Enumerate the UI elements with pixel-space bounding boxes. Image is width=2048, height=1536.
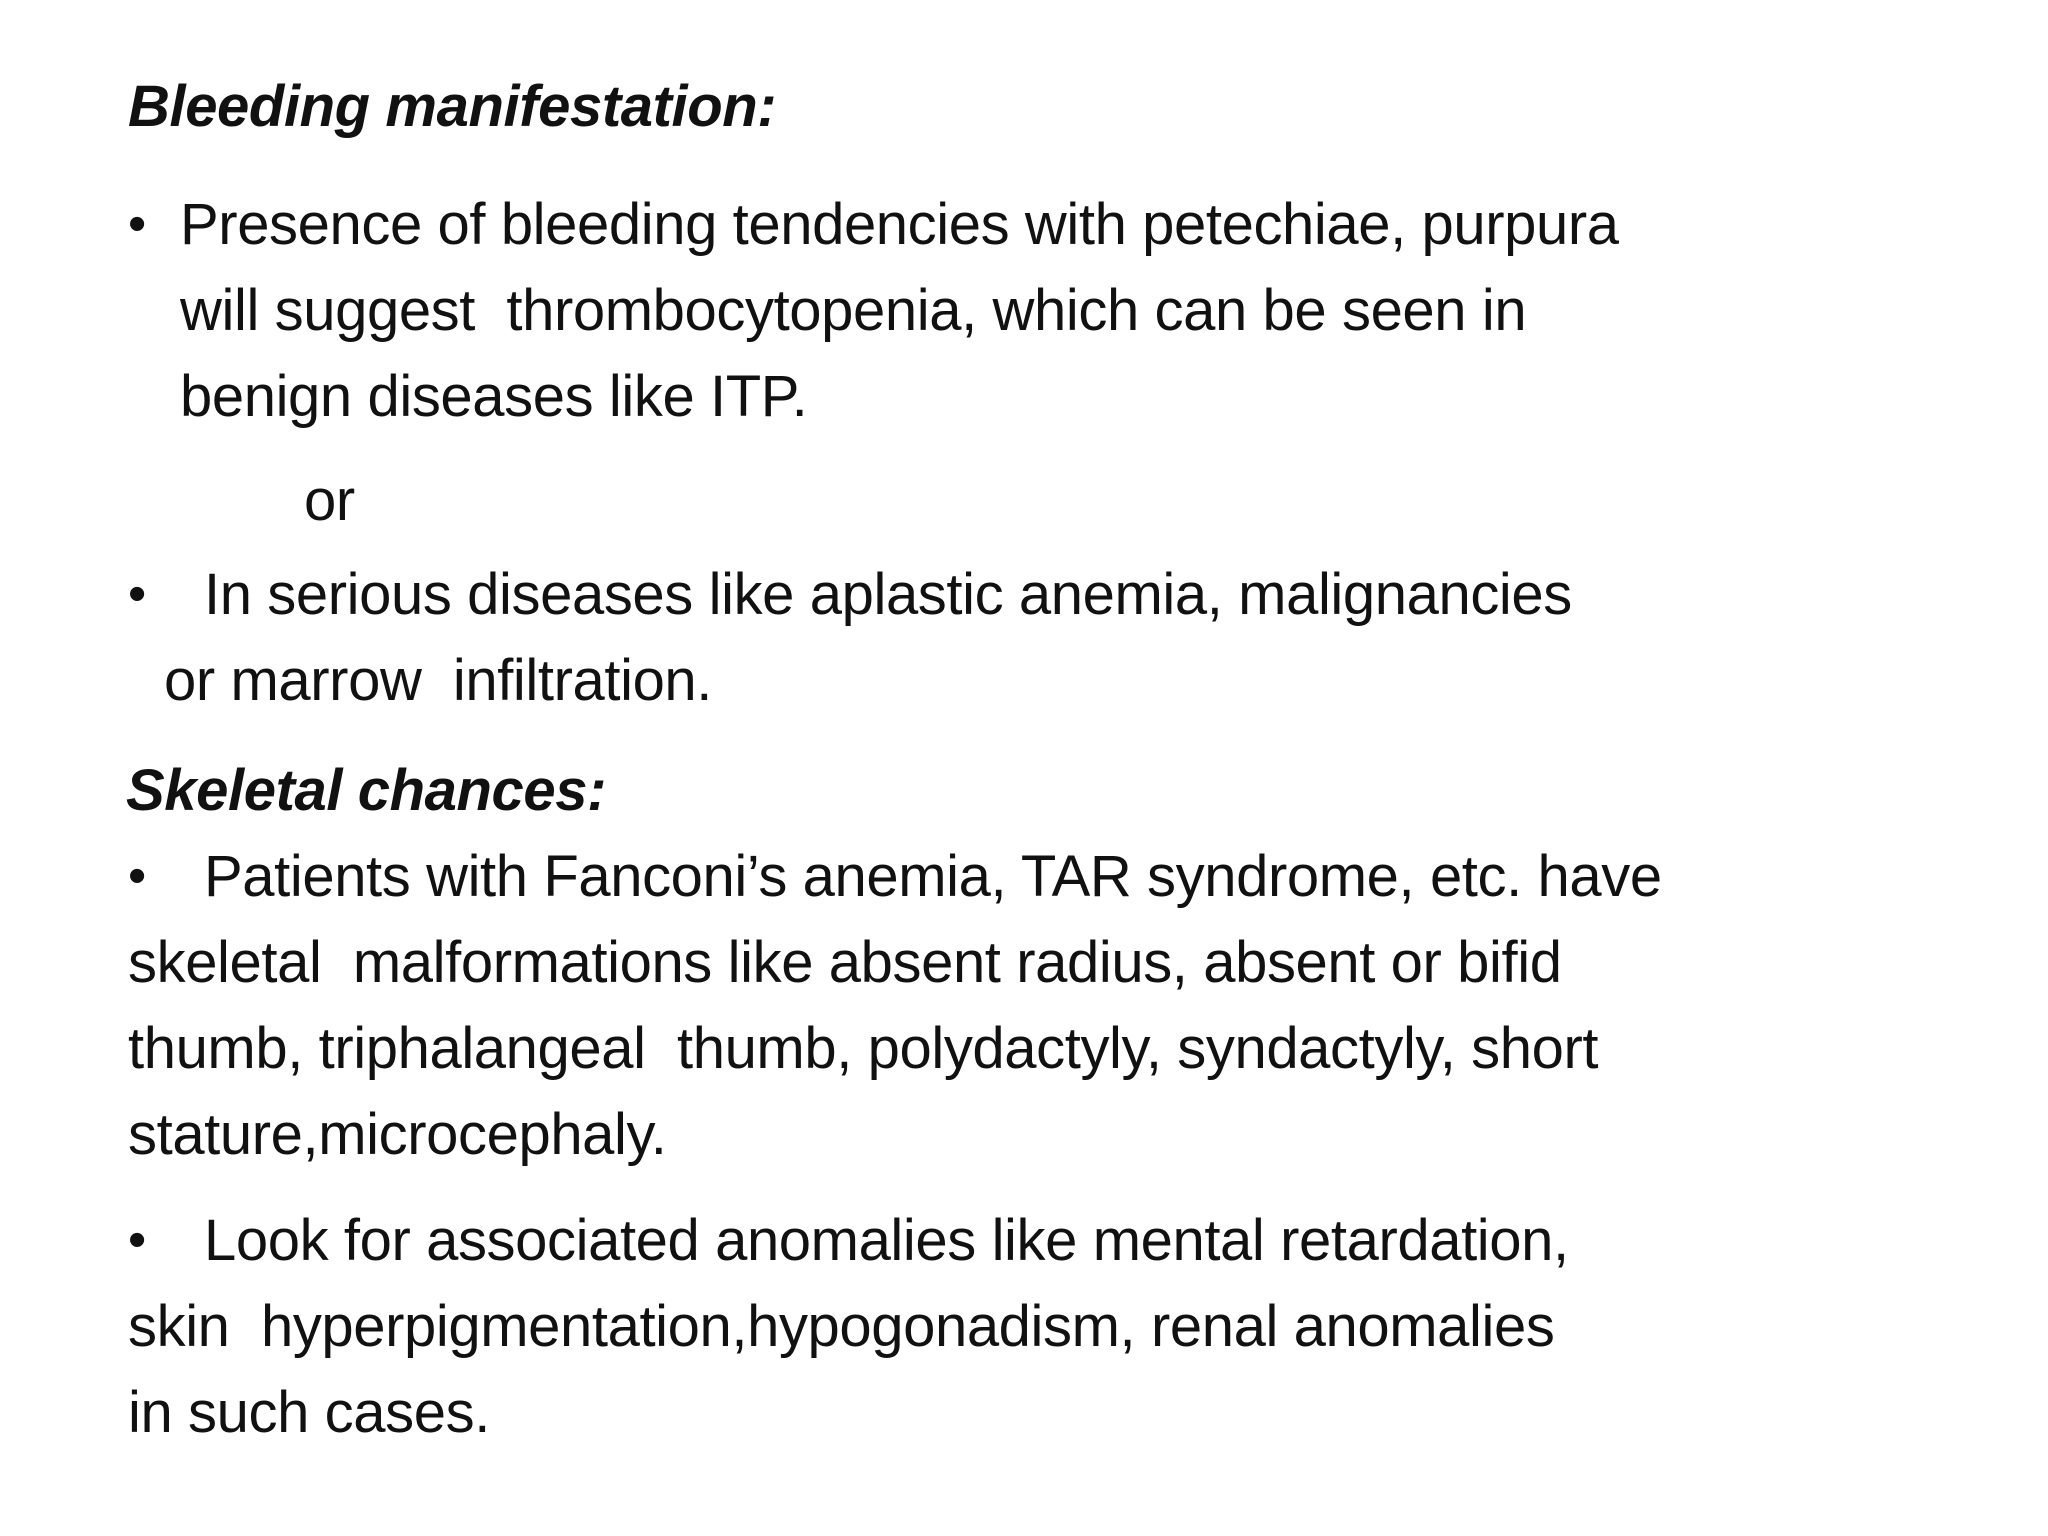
bullet-marker: • (128, 565, 147, 623)
bleeding-bullet1-line3: benign diseases like ITP. (180, 364, 808, 429)
connector-or: or (304, 468, 355, 533)
skeletal-bullet1-line4: stature,microcephaly. (128, 1102, 667, 1167)
skeletal-bullet1-line1: Patients with Fanconi’s anemia, TAR syndrome, etc. have (204, 844, 1662, 909)
bullet-marker: • (128, 195, 147, 253)
skeletal-bullet2-line3: in such cases. (128, 1380, 490, 1445)
skeletal-bullet1-line3: thumb, triphalangeal thumb, polydactyly, syndactyly, short (128, 1016, 1599, 1081)
skeletal-bullet2-line2: skin hyperpigmentation,hypogonadism, renal anomalies (128, 1294, 1555, 1359)
bleeding-bullet1-line1: Presence of bleeding tendencies with petechiae, purpura (180, 192, 1619, 257)
skeletal-bullet1-line2: skeletal malformations like absent radius, absent or bifid (128, 930, 1562, 995)
heading-skeletal-chances: Skeletal chances: (126, 758, 607, 823)
bullet-marker: • (128, 847, 147, 905)
skeletal-bullet2-line1: Look for associated anomalies like mental retardation, (204, 1208, 1569, 1273)
heading-bleeding-manifestation: Bleeding manifestation: (128, 74, 777, 139)
bleeding-bullet2-line1: In serious diseases like aplastic anemia, malignancies (204, 562, 1572, 627)
bullet-marker: • (128, 1211, 147, 1269)
bleeding-bullet2-line2: or marrow infiltration. (164, 648, 712, 713)
bleeding-bullet1-line2: will suggest thrombocytopenia, which can be seen in (180, 278, 1527, 343)
